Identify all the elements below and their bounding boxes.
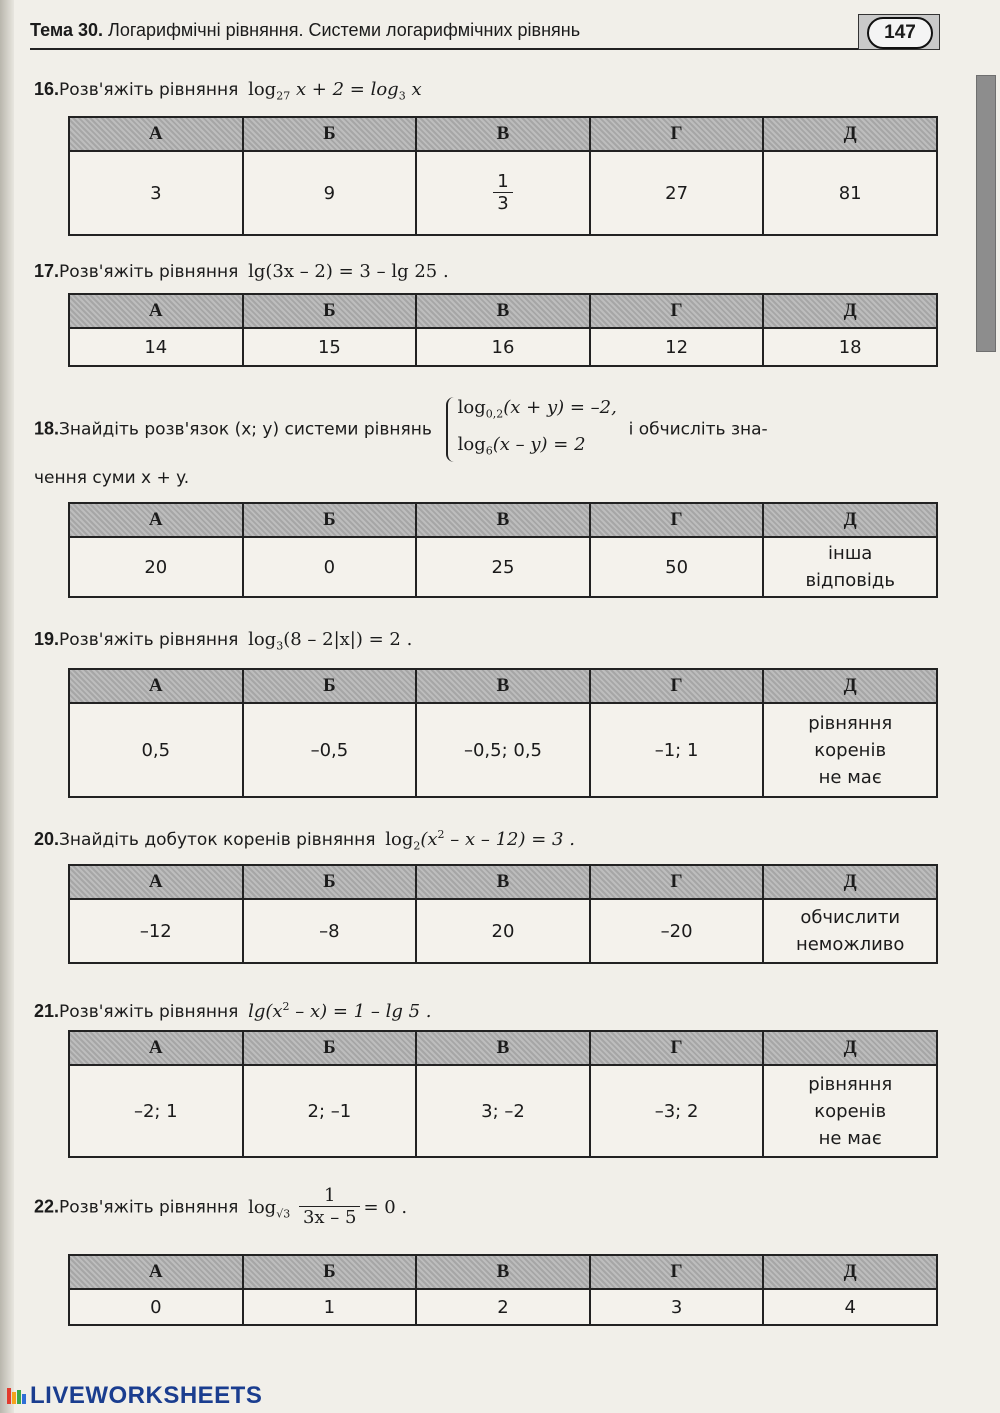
task-21 <box>34 996 944 1023</box>
answer-header-row <box>69 669 937 703</box>
answer-a[interactable]: 0 <box>69 1289 243 1325</box>
answer-v[interactable]: 25 <box>416 537 590 597</box>
task-22 <box>34 1186 944 1229</box>
task-text-cont: і обчисліть зна- <box>628 419 768 440</box>
col-d: Д <box>763 865 937 899</box>
col-g: Г <box>590 1031 764 1065</box>
answer-b[interactable]: 2; –1 <box>243 1065 417 1157</box>
answer-g[interactable]: 3 <box>590 1289 764 1325</box>
answer-v[interactable]: 2 <box>416 1289 590 1325</box>
col-d: Д <box>763 1031 937 1065</box>
col-a: А <box>69 117 243 151</box>
col-a: А <box>69 1255 243 1289</box>
col-a: А <box>69 503 243 537</box>
task-number: 18. <box>34 418 60 439</box>
task-17 <box>34 260 944 283</box>
answer-d[interactable]: 81 <box>763 151 937 235</box>
task-number: 17. <box>34 261 60 281</box>
col-b: Б <box>243 1255 417 1289</box>
task-text: Розв'яжіть рівняння <box>59 630 239 650</box>
answer-g[interactable]: 12 <box>590 328 764 366</box>
answer-v[interactable] <box>416 151 590 235</box>
answer-g[interactable]: 50 <box>590 537 764 597</box>
col-b: Б <box>243 1031 417 1065</box>
answer-g[interactable]: 27 <box>590 151 764 235</box>
col-b: Б <box>243 669 417 703</box>
task-text: Знайдіть добуток коренів рівняння <box>59 830 376 850</box>
task-text-line2: чення суми x + y. <box>34 468 190 488</box>
answer-table-19 <box>68 668 938 798</box>
answer-row <box>69 151 937 235</box>
col-g: Г <box>590 294 764 328</box>
answer-b[interactable]: 1 <box>243 1289 417 1325</box>
header-title <box>30 20 580 41</box>
task-formula: lg(3x – 2) = 3 – lg 25 . <box>248 261 449 282</box>
task-text: Розв'яжіть рівняння <box>59 1002 239 1022</box>
task-20 <box>34 824 944 858</box>
side-tab-marker <box>976 75 996 352</box>
answer-a[interactable]: 14 <box>69 328 243 366</box>
col-v: В <box>416 669 590 703</box>
answer-header-row <box>69 1031 937 1065</box>
answer-g[interactable]: –20 <box>590 899 764 963</box>
fraction-numerator: 1 <box>493 172 512 193</box>
col-v: В <box>416 1031 590 1065</box>
liveworksheets-watermark <box>6 1382 262 1410</box>
answer-b[interactable]: –8 <box>243 899 417 963</box>
answer-g[interactable]: –3; 2 <box>590 1065 764 1157</box>
col-d: Д <box>763 117 937 151</box>
answer-d[interactable]: рівняння коренів не має <box>763 703 937 797</box>
col-b: Б <box>243 503 417 537</box>
task-number: 19. <box>34 629 60 649</box>
col-a: А <box>69 294 243 328</box>
col-g: Г <box>590 503 764 537</box>
task-text: Розв'яжіть рівняння <box>59 80 239 100</box>
task-formula: $\log_2(x^2 - x - 12) = 3$ . <box>385 828 575 853</box>
answer-d[interactable]: 4 <box>763 1289 937 1325</box>
col-d: Д <box>763 669 937 703</box>
answer-table-16 <box>68 116 938 236</box>
page-edge-shadow <box>0 0 14 1413</box>
answer-v[interactable]: 16 <box>416 328 590 366</box>
task-16 <box>34 78 944 108</box>
col-a: А <box>69 865 243 899</box>
answer-table-21 <box>68 1030 938 1158</box>
col-v: В <box>416 503 590 537</box>
col-v: В <box>416 294 590 328</box>
watermark-text: LIVEWORKSHEETS <box>30 1382 263 1409</box>
answer-row <box>69 1289 937 1325</box>
answer-row <box>69 1065 937 1157</box>
formula-fraction: $\frac{1}{3x - 5}$ <box>299 1186 361 1229</box>
page-header <box>30 14 940 50</box>
answer-table-17 <box>68 293 938 367</box>
col-v: В <box>416 117 590 151</box>
system-equation-2: $\log_6(x - y) = 2$ <box>457 433 586 458</box>
task-18-line2 <box>34 467 944 489</box>
page-number: 147 <box>867 17 933 49</box>
col-a: А <box>69 669 243 703</box>
col-d: Д <box>763 294 937 328</box>
answer-a[interactable]: 0,5 <box>69 703 243 797</box>
answer-table-22 <box>68 1254 938 1326</box>
answer-row <box>69 537 937 597</box>
col-g: Г <box>590 117 764 151</box>
answer-table-18 <box>68 502 938 598</box>
system-equation-1: $\log_{0,2}(x + y) = -2$, <box>457 397 617 421</box>
task-formula: $\log_{√3}$ $\frac{1}{3x - 5}$ = 0 . <box>248 1185 408 1228</box>
answer-v[interactable]: 20 <box>416 899 590 963</box>
task-number: 22. <box>34 1196 60 1217</box>
col-v: В <box>416 1255 590 1289</box>
task-number: 16. <box>34 79 60 99</box>
task-formula: $\lg(x^2 - x) = 1 - \lg 5$ . <box>248 1000 432 1022</box>
col-d: Д <box>763 503 937 537</box>
fraction-one-third <box>493 172 512 215</box>
answer-row <box>69 899 937 963</box>
answer-header-row <box>69 117 937 151</box>
answer-header-row <box>69 294 937 328</box>
task-formula: $\log_{27} x + 2 = \log_3 x$ <box>248 79 422 103</box>
task-number: 21. <box>34 1001 60 1021</box>
task-text: Розв'яжіть рівняння <box>59 1197 239 1218</box>
task-18 <box>34 393 944 466</box>
answer-b[interactable]: 0 <box>243 537 417 597</box>
answer-d[interactable]: інша відповідь <box>763 537 937 597</box>
topic-title: Логарифмічні рівняння. Системи логарифмічних рівнянь <box>108 20 581 40</box>
answer-a[interactable]: 3 <box>69 151 243 235</box>
task-text: Знайдіть розв'язок (x; y) системи рівнянь <box>59 419 432 440</box>
task-number: 20. <box>34 829 60 849</box>
answer-g[interactable]: –1; 1 <box>590 703 764 797</box>
task-19 <box>34 628 944 658</box>
page-number-box <box>858 14 940 50</box>
col-a: А <box>69 1031 243 1065</box>
equation-system <box>444 393 617 466</box>
answer-header-row <box>69 1255 937 1289</box>
col-g: Г <box>590 1255 764 1289</box>
answer-b[interactable]: 15 <box>243 328 417 366</box>
answer-v[interactable]: –0,5; 0,5 <box>416 703 590 797</box>
answer-d[interactable]: 18 <box>763 328 937 366</box>
answer-b[interactable]: 9 <box>243 151 417 235</box>
col-v: В <box>416 865 590 899</box>
col-g: Г <box>590 865 764 899</box>
answer-row <box>69 328 937 366</box>
col-b: Б <box>243 117 417 151</box>
liveworksheets-logo-icon <box>6 1386 28 1406</box>
fraction-denominator: 3 <box>497 192 509 214</box>
answer-a[interactable]: –12 <box>69 899 243 963</box>
col-b: Б <box>243 294 417 328</box>
answer-table-20 <box>68 864 938 964</box>
answer-d[interactable]: рівняння коренів не має <box>763 1065 937 1157</box>
answer-header-row <box>69 503 937 537</box>
col-b: Б <box>243 865 417 899</box>
answer-a[interactable]: 20 <box>69 537 243 597</box>
answer-b[interactable]: –0,5 <box>243 703 417 797</box>
answer-header-row <box>69 865 937 899</box>
answer-row <box>69 703 937 797</box>
task-formula: $\log_3(8 - 2|x|) = 2$ . <box>248 629 413 653</box>
col-d: Д <box>763 1255 937 1289</box>
answer-d[interactable]: обчислити неможливо <box>763 899 937 963</box>
answer-a[interactable]: –2; 1 <box>69 1065 243 1157</box>
answer-v[interactable]: 3; –2 <box>416 1065 590 1157</box>
task-text: Розв'яжіть рівняння <box>59 262 239 282</box>
topic-prefix: Тема 30. <box>30 20 103 40</box>
col-g: Г <box>590 669 764 703</box>
